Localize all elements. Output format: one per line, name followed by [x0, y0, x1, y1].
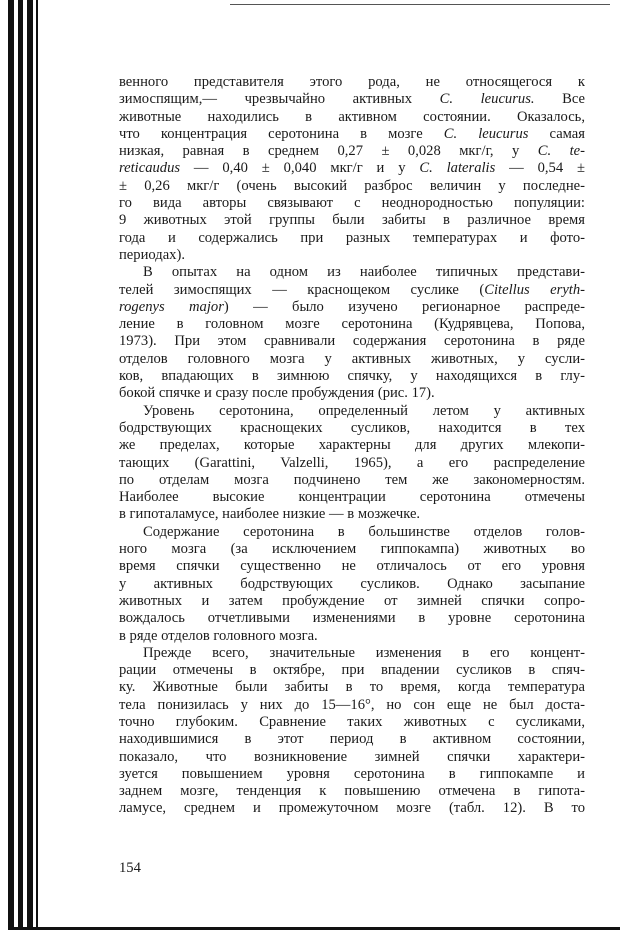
text-line — [119, 212, 585, 229]
text-line — [119, 437, 585, 454]
scan-top-edge — [230, 4, 610, 5]
italic-species-name: Citellus eryth- — [484, 281, 585, 298]
text-segment: Прежде всего, значительные изменения в его концент- — [143, 644, 585, 661]
text-line — [119, 628, 585, 645]
text-line — [119, 385, 585, 402]
scan-edge-bar — [36, 0, 38, 930]
scan-bottom-edge — [8, 927, 620, 930]
text-line — [119, 489, 585, 506]
text-segment: ного мозга (за исключением гиппокампа) животных во — [119, 541, 585, 558]
text-segment: зимоспящим,— чрезвычайно активных — [119, 91, 440, 108]
text-line — [119, 403, 585, 420]
text-line — [119, 368, 585, 385]
text-segment: — 0,54 ± — [495, 160, 585, 177]
text-line — [119, 195, 585, 212]
text-segment: ламусе, среднем и промежуточном мозге (табл. 12). В то — [119, 800, 585, 817]
text-line — [119, 282, 585, 299]
text-segment: в ряде отделов головного мозга. — [119, 627, 318, 644]
text-line — [119, 610, 585, 627]
text-segment: бодрствующих краснощеких сусликов, находится в тех — [119, 419, 585, 436]
text-segment: животные находились в активном состоянии. Оказалось, — [119, 108, 585, 125]
text-segment: находившимися в этот период в активном состоянии, — [119, 731, 585, 748]
text-line — [119, 506, 585, 523]
text-segment: время спячки существенно не отличалось от его уровня — [119, 558, 585, 575]
text-segment: заднем мозге, тенденция к повышению отмечена в гипота- — [119, 783, 585, 800]
text-segment: показало, что возникновение зимней спячки характери- — [119, 748, 585, 765]
text-segment: низкая, равная в среднем 0,27 ± 0,028 мкг/г, у — [119, 143, 538, 160]
text-segment: по отделам мозга подчинено тем же закономерностям. — [119, 471, 585, 488]
text-line — [119, 316, 585, 333]
text-line — [119, 662, 585, 679]
italic-species-name: C. leucurus — [443, 125, 529, 142]
text-segment: ) — было изучено регионарное распреде- — [223, 298, 585, 315]
text-line — [119, 247, 585, 264]
text-segment: рации отмечены в октябре, при впадении сусликов в спяч- — [119, 662, 585, 679]
text-segment: Наиболее высокие концентрации серотонина отмечены — [119, 489, 585, 506]
italic-species-name: C. lateralis — [419, 160, 496, 177]
text-segment: бокой спячке и сразу после пробуждения (рис. 17). — [119, 385, 435, 402]
text-segment: отделов головного мозга у активных животных, у сусли- — [119, 350, 585, 367]
text-segment: венного представителя этого рода, не относящегося к — [119, 74, 585, 90]
text-line — [119, 299, 585, 316]
text-line — [119, 143, 585, 160]
text-line — [119, 679, 585, 696]
text-segment: ку. Животные были забиты в то время, когда температура — [119, 679, 585, 696]
text-segment: Все — [534, 91, 585, 108]
text-segment: животных и затем пробуждение от зимней спячки сопро- — [119, 592, 585, 609]
text-segment: ление в головном мозге серотонина (Кудрявцева, Попова, — [119, 316, 585, 333]
text-line — [119, 230, 585, 247]
text-line — [119, 714, 585, 731]
italic-species-name: C. leucurus. — [439, 91, 535, 108]
text-line — [119, 91, 585, 108]
scan-edge-bar — [27, 0, 33, 930]
text-segment: Уровень серотонина, определенный летом у активных — [143, 402, 585, 419]
text-line — [119, 126, 585, 143]
text-segment: в гипоталамусе, наиболее низкие — в мозжечке. — [119, 506, 421, 523]
text-line — [119, 558, 585, 575]
text-line — [119, 333, 585, 350]
scan-edge-bar — [18, 0, 23, 930]
text-segment: же пределах, которые характерны для других млекопи- — [119, 437, 585, 454]
text-line — [119, 783, 585, 800]
text-segment: тела понизилась у них до 15—16°, но сон еще не был доста- — [119, 696, 585, 713]
text-line — [119, 524, 585, 541]
text-segment: — 0,40 ± 0,040 мкг/г и у — [180, 160, 420, 177]
text-segment: го вида авторы связывают с неоднородностью популяции: — [119, 195, 585, 212]
italic-species-name: rogenys major — [119, 298, 224, 315]
text-segment: самая — [528, 125, 585, 142]
text-line — [119, 178, 585, 195]
text-segment: ков, впадающих в зимнюю спячку, у находящихся в глу- — [119, 368, 585, 385]
page-number: 154 — [119, 860, 141, 876]
text-segment: В опытах на одном из наиболее типичных представи- — [143, 264, 585, 281]
italic-species-name: reticaudus — [119, 160, 181, 177]
text-line — [119, 420, 585, 437]
text-segment: у активных бодрствующих сусликов. Однако засыпание — [119, 575, 585, 592]
text-line — [119, 800, 585, 817]
text-segment: что концентрация серотонина в мозге — [119, 125, 444, 142]
text-line — [119, 749, 585, 766]
text-line — [119, 160, 585, 177]
text-line — [119, 593, 585, 610]
text-line — [119, 766, 585, 783]
text-segment: телей зимоспящих — краснощеком суслике ( — [119, 281, 485, 298]
text-segment: 1973). При этом сравнивали содержания серотонина в ряде — [119, 333, 585, 350]
text-line — [119, 645, 585, 662]
text-line — [119, 351, 585, 368]
text-segment: вождалось отчетливыми изменениями в уровне серотонина — [119, 610, 585, 627]
text-line — [119, 74, 585, 91]
text-segment: Содержание серотонина в большинстве отделов голов- — [143, 523, 585, 540]
text-line — [119, 541, 585, 558]
text-segment: 9 животных этой группы были забиты в различное время — [119, 212, 585, 229]
text-line — [119, 576, 585, 593]
text-line — [119, 264, 585, 281]
scan-edge-bar — [8, 0, 14, 930]
text-line — [119, 472, 585, 489]
text-segment: ± 0,26 мкг/г (очень высокий разброс величин у последне- — [119, 177, 585, 194]
italic-species-name: C. te- — [537, 143, 585, 160]
text-segment: года и содержались при разных температурах и фото- — [119, 229, 585, 246]
text-segment: зуется повышением уровня серотонина в гиппокампе и — [119, 765, 585, 782]
text-line — [119, 697, 585, 714]
text-segment: точно глубоким. Сравнение таких животных с сусликами, — [119, 713, 585, 730]
text-line — [119, 731, 585, 748]
text-segment: тающих (Garattini, Valzelli, 1965), а его распределение — [119, 454, 585, 471]
body-text — [119, 74, 585, 818]
text-segment: периодах). — [119, 246, 185, 263]
text-line — [119, 455, 585, 472]
text-line — [119, 109, 585, 126]
